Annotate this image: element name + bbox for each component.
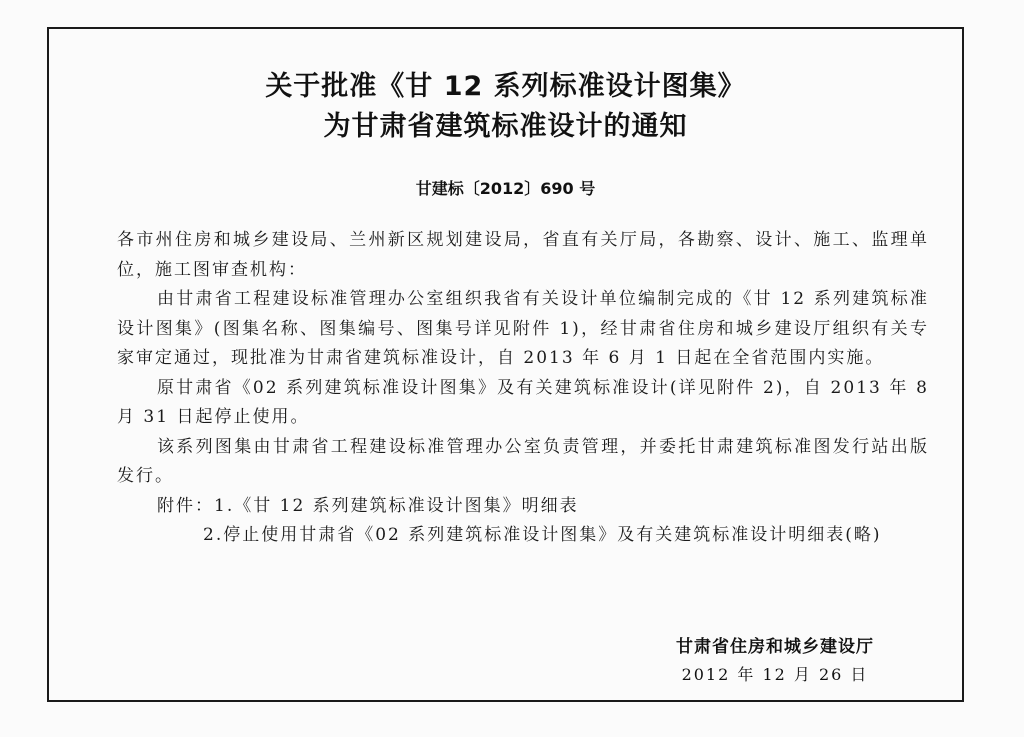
addressee: 各市州住房和城乡建设局、兰州新区规划建设局，省直有关厅局，各勘察、设计、施工、监理单位，施工图审查机构： (117, 230, 929, 280)
issue-date: 2012 年 12 月 26 日 (681, 665, 869, 684)
paragraph-discontinue: 原甘肃省《02 系列建筑标准设计图集》及有关建筑标准设计(详见附件 2)，自 2013 年 8 月 31 日起停止使用。 (117, 377, 929, 427)
attachment-item-1: 附件：1.《甘 12 系列建筑标准设计图集》明细表 (157, 495, 579, 516)
issuing-authority: 甘肃省住房和城乡建设厅 (676, 637, 874, 657)
document-number: 甘建标〔2012〕690 号 (415, 179, 596, 198)
attachment-item-2: 2.停止使用甘肃省《02 系列建筑标准设计图集》及有关建筑标准设计明细表(略) (203, 525, 882, 545)
title-line-2: 为甘肃省建筑标准设计的通知 (323, 111, 688, 142)
notice-body (117, 226, 929, 551)
paragraph-management: 该系列图集由甘肃省工程建设标准管理办公室负责管理，并委托甘肃建筑标准图发行站出版发行。 (117, 436, 929, 486)
title-line-1: 关于批准《甘 12 系列标准设计图集》 (265, 71, 746, 102)
paragraph-approval: 由甘肃省工程建设标准管理办公室组织我省有关设计单位编制完成的《甘 12 系列建筑标准设计图集》(图集名称、图集编号、图集号详见附件 1)，经甘肃省住房和城乡建设厅组织有关专家审定通过，现批准为甘肃省建筑标准设计，自 2013 年 6 月 1 日起在全省范围内实施。 (117, 289, 929, 368)
